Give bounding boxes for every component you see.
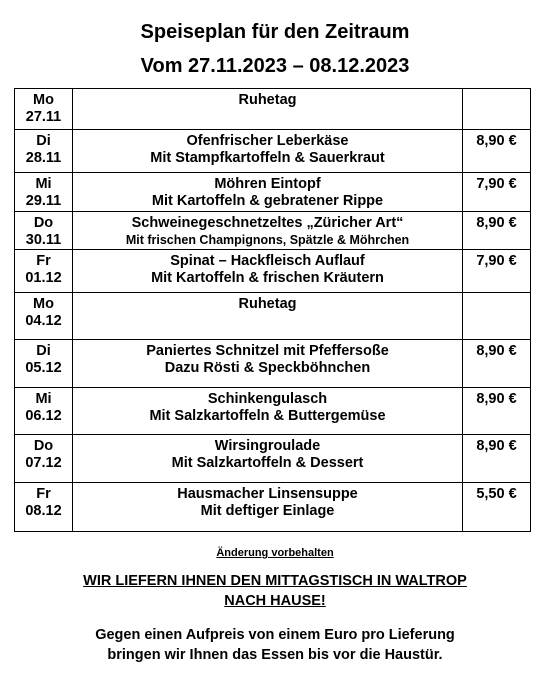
date: 07.12 [25, 455, 62, 471]
day-cell [15, 130, 73, 173]
table-row [15, 340, 531, 388]
dish-cell [73, 212, 463, 250]
surcharge-notice [0, 625, 550, 665]
dish-cell [73, 173, 463, 212]
date: 01.12 [25, 270, 62, 286]
dish-name: Möhren Eintopf [214, 176, 321, 192]
weekday: Mo [33, 296, 54, 312]
dish-sides: Mit Salzkartoffeln & Dessert [171, 455, 364, 471]
weekday: Di [36, 343, 51, 359]
dish-name: Ruhetag [238, 296, 297, 312]
table-row [15, 293, 531, 340]
price-cell [463, 293, 531, 340]
table-row [15, 435, 531, 483]
date: 04.12 [25, 313, 62, 329]
weekday: Do [33, 438, 54, 454]
table-row [15, 483, 531, 532]
dish-sides: Mit Kartoffeln & frischen Kräutern [151, 270, 384, 286]
surcharge-line: Gegen einen Aufpreis von einem Euro pro Lieferung [95, 627, 455, 643]
dish-name: Ruhetag [238, 92, 297, 108]
dish-name: Spinat – Hackfleisch Auflauf [170, 253, 365, 269]
day-cell [15, 293, 73, 340]
dish-cell [73, 89, 463, 130]
weekday: Mi [35, 176, 52, 192]
day-cell [15, 250, 73, 293]
weekday: Fr [36, 253, 51, 269]
dish-cell [73, 483, 463, 532]
day-cell [15, 483, 73, 532]
dish-name: Schinkengulasch [207, 391, 328, 407]
table-row [15, 388, 531, 435]
price-cell [463, 89, 531, 130]
weekday: Di [36, 133, 51, 149]
date: 29.11 [25, 193, 62, 209]
table-row [15, 173, 531, 212]
day-cell [15, 435, 73, 483]
table-row [15, 130, 531, 173]
weekday: Fr [36, 486, 51, 502]
dish-cell [73, 388, 463, 435]
dish-cell [73, 250, 463, 293]
dish-name: Hausmacher Linsensuppe [177, 486, 358, 502]
dish-sides: Mit deftiger Einlage [200, 503, 335, 519]
dish-name: Schweinegeschnetzeltes „Züricher Art“ [131, 215, 404, 231]
table-row [15, 250, 531, 293]
date: 05.12 [25, 360, 62, 376]
dish-cell [73, 435, 463, 483]
surcharge-line: bringen wir Ihnen das Essen bis vor die Haustür. [107, 647, 443, 663]
dish-sides: Mit Kartoffeln & gebratener Rippe [151, 193, 384, 209]
price-cell: 8,90 € [463, 388, 531, 435]
dish-name: Ofenfrischer Leberkäse [186, 133, 349, 149]
weekday: Mi [35, 391, 52, 407]
date: 27.11 [25, 109, 62, 125]
price-cell: 8,90 € [463, 435, 531, 483]
date: 28.11 [25, 150, 62, 166]
weekday: Mo [33, 92, 54, 108]
weekday: Do [33, 215, 54, 231]
day-cell [15, 173, 73, 212]
change-note: Änderung vorbehalten [216, 547, 334, 559]
day-cell [15, 89, 73, 130]
dish-name: Wirsingroulade [214, 438, 321, 454]
dish-sides: Mit Stampfkartoffeln & Sauerkraut [150, 150, 385, 166]
delivery-notice [0, 571, 550, 611]
price-cell: 7,90 € [463, 250, 531, 293]
day-cell [15, 212, 73, 250]
price-cell: 8,90 € [463, 130, 531, 173]
price-cell: 8,90 € [463, 212, 531, 250]
menu-table [14, 88, 531, 532]
price-cell: 7,90 € [463, 173, 531, 212]
day-cell [15, 340, 73, 388]
page-title: Speiseplan für den Zeitraum [140, 21, 410, 43]
delivery-line: NACH HAUSE! [224, 593, 326, 609]
date: 06.12 [25, 408, 62, 424]
date-range-title: Vom 27.11.2023 – 08.12.2023 [140, 55, 410, 77]
date: 30.11 [25, 232, 62, 248]
table-row [15, 212, 531, 250]
date: 08.12 [25, 503, 62, 519]
table-row [15, 89, 531, 130]
dish-cell [73, 293, 463, 340]
dish-sides: Mit Salzkartoffeln & Buttergemüse [149, 408, 386, 424]
price-cell: 8,90 € [463, 340, 531, 388]
dish-name: Paniertes Schnitzel mit Pfeffersoße [146, 343, 389, 359]
dish-cell [73, 340, 463, 388]
delivery-line: WIR LIEFERN IHNEN DEN MITTAGSTISCH IN WALTROP [83, 573, 467, 589]
dish-cell [73, 130, 463, 173]
dish-sides: Dazu Rösti & Speckböhnchen [164, 360, 371, 376]
price-cell: 5,50 € [463, 483, 531, 532]
dish-sides: Mit frischen Champignons, Spätzle & Möhrchen [125, 233, 410, 247]
day-cell [15, 388, 73, 435]
